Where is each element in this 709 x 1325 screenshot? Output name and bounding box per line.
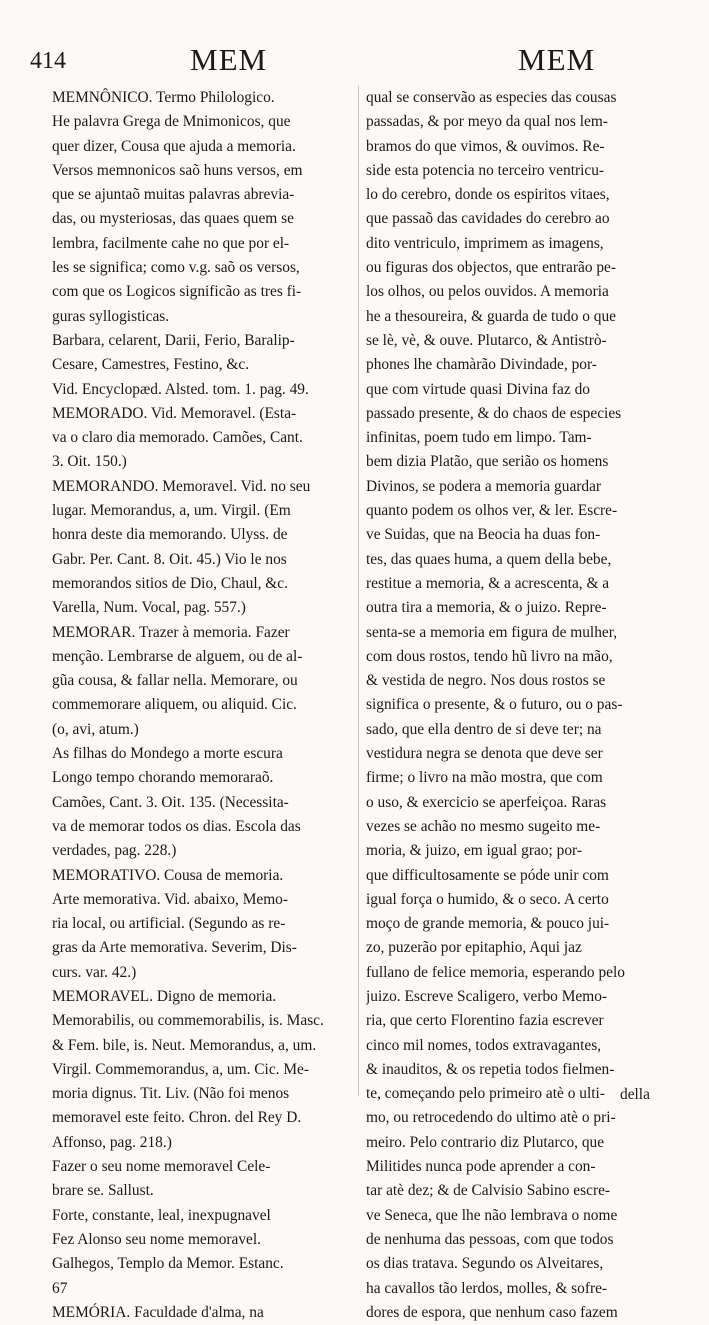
text-line: fullano de felice memoria, esperando pelo bbox=[366, 963, 625, 981]
text-line: He palavra Grega de Mnimonicos, que bbox=[52, 113, 291, 131]
text-line: Varella, Num. Vocal, pag. 557.) bbox=[52, 599, 246, 617]
text-line: verdades, pag. 228.) bbox=[52, 842, 177, 860]
text-line: bem dizia Platão, que serião os homens bbox=[366, 453, 609, 471]
text-line: os dias tratava. Segundo os Alveitares, bbox=[366, 1255, 604, 1273]
text-line: 67 bbox=[52, 1279, 68, 1297]
running-head-right: MEM bbox=[518, 42, 596, 77]
text-line: Militides nunca pode aprender a con- bbox=[366, 1158, 596, 1176]
text-line: moço de grande memoria, & pouco jui- bbox=[366, 915, 610, 933]
text-line: passadas, & por meyo da qual nos lem- bbox=[366, 113, 608, 131]
text-line: moria, & juizo, em igual grao; por- bbox=[366, 842, 582, 860]
text-line: 3. Oit. 150.) bbox=[52, 453, 127, 471]
text-line: Barbara, celarent, Darii, Ferio, Baralip- bbox=[52, 331, 295, 349]
text-line: MEMÓRIA. Faculdade d'alma, na bbox=[52, 1303, 264, 1321]
text-line: que passaõ das cavidades do cerebro ao bbox=[366, 210, 610, 228]
text-line: tar atè dez; & de Calvisio Sabino escre- bbox=[366, 1182, 611, 1200]
text-line: moria dignus. Tit. Liv. (Não foi menos bbox=[52, 1085, 290, 1103]
text-line: gũa cousa, & fallar nella. Memorare, ou bbox=[52, 672, 298, 690]
text-line: Affonso, pag. 218.) bbox=[52, 1133, 172, 1151]
text-line: te, começando pelo primeiro atè o ulti- bbox=[366, 1085, 605, 1103]
text-line: Fazer o seu nome memoravel Cele- bbox=[52, 1158, 271, 1176]
text-line: honra deste dia memorando. Ulyss. de bbox=[52, 526, 288, 544]
text-line: curs. var. 42.) bbox=[52, 963, 137, 981]
text-line: Memorabilis, ou commemorabilis, is. Masc. bbox=[52, 1012, 324, 1030]
text-line: zo, puzerão por epitaphio, Aqui jaz bbox=[366, 939, 582, 957]
text-line: vezes se achão no mesmo sugeito me- bbox=[366, 817, 601, 835]
text-line: MEMORATIVO. Cousa de memoria. bbox=[52, 866, 284, 884]
text-line: se lè, vè, & ouve. Plutarco, & Antistrò- bbox=[366, 331, 607, 349]
text-line: (o, avi, atum.) bbox=[52, 720, 139, 738]
text-line: va o claro dia memorado. Camões, Cant. bbox=[52, 429, 303, 447]
left-column bbox=[52, 86, 352, 1325]
text-line: guras syllogisticas. bbox=[52, 307, 170, 325]
text-line: MEMORADO. Vid. Memoravel. (Esta- bbox=[52, 404, 297, 422]
text-line: lo do cerebro, donde os espiritos vitaes, bbox=[366, 186, 610, 204]
catchword: della bbox=[620, 1086, 650, 1103]
text-line: ve Suidas, que na Beocia ha duas fon- bbox=[366, 526, 601, 544]
text-line: MEMNÔNICO. Termo Philologico. bbox=[52, 89, 275, 106]
text-line: commemorare aliquem, ou aliquid. Cic. bbox=[52, 696, 297, 714]
text-line: lembra, facilmente cahe no que por el- bbox=[52, 234, 290, 252]
text-line: que com virtude quasi Divina faz do bbox=[366, 380, 590, 398]
text-line: he a thesoureira, & guarda de tudo o que bbox=[366, 307, 617, 325]
text-line: Arte memorativa. Vid. abaixo, Memo- bbox=[52, 890, 288, 908]
text-line: passado presente, & do chaos de especies bbox=[366, 404, 622, 422]
text-line: va de memorar todos os dias. Escola das bbox=[52, 817, 301, 835]
text-line: quanto podem os olhos ver, & ler. Escre- bbox=[366, 502, 618, 520]
text-line: phones lhe chamàrão Divindade, por- bbox=[366, 356, 597, 374]
text-line: Camões, Cant. 3. Oit. 135. (Necessita- bbox=[52, 793, 289, 811]
text-line: igual força o humido, & o seco. A certo bbox=[366, 890, 609, 908]
text-line: senta-se a memoria em figura de mulher, bbox=[366, 623, 618, 641]
text-line: Forte, constante, leal, inexpugnavel bbox=[52, 1206, 271, 1224]
text-line: Cesare, Camestres, Festino, &c. bbox=[52, 356, 250, 374]
text-line: sado, que ella dentro de si deve ter; na bbox=[366, 720, 602, 738]
text-line: gras da Arte memorativa. Severim, Dis- bbox=[52, 939, 297, 957]
text-line: mo, ou retrocedendo do ultimo atè o pri- bbox=[366, 1109, 616, 1127]
text-line: outra tira a memoria, & o juizo. Repre- bbox=[366, 599, 607, 617]
text-line: ria, que certo Florentino fazia escrever bbox=[366, 1012, 604, 1030]
text-line: MEMORAVEL. Digno de memoria. bbox=[52, 987, 277, 1005]
text-line: Longo tempo chorando memoraraõ. bbox=[52, 769, 274, 787]
text-line: o uso, & exercicio se aperfeiçoa. Raras bbox=[366, 793, 607, 811]
text-line: ou figuras dos objectos, que entrarão pe- bbox=[366, 259, 617, 277]
text-line: memoravel este feito. Chron. del Rey D. bbox=[52, 1109, 302, 1127]
text-line: Fez Alonso seu nome memoravel. bbox=[52, 1230, 262, 1248]
text-line: bramos do que vimos, & ouvimos. Re- bbox=[366, 137, 605, 155]
text-line: dores de espora, que nenhum caso fazem bbox=[366, 1303, 618, 1321]
text-line: ve Seneca, que lhe não lembrava o nome bbox=[366, 1206, 618, 1224]
text-line: dito ventriculo, imprimem as imagens, bbox=[366, 234, 604, 252]
text-line: significa o presente, & o futuro, ou o pas- bbox=[366, 696, 623, 714]
text-line: & vestida de negro. Nos dous rostos se bbox=[366, 672, 606, 690]
text-line: ria local, ou artificial. (Segundo as re- bbox=[52, 915, 286, 933]
text-line: das, ou mysteriosas, das quaes quem se bbox=[52, 210, 294, 228]
text-line: tes, das quaes huma, a quem della bebe, bbox=[366, 550, 612, 568]
text-line: Divinos, se podera a memoria guardar bbox=[366, 477, 602, 495]
text-line: Vid. Encyclopæd. Alsted. tom. 1. pag. 49. bbox=[52, 380, 309, 398]
text-line: menção. Lembrarse de alguem, ou de al- bbox=[52, 647, 303, 665]
page-number: 414 bbox=[30, 48, 66, 74]
text-line: quer dizer, Cousa que ajuda a memoria. bbox=[52, 137, 296, 155]
text-line: Galhegos, Templo da Memor. Estanc. bbox=[52, 1255, 284, 1273]
text-line: que difficultosamente se póde unir com bbox=[366, 866, 609, 884]
text-line: qual se conservão as especies das cousas bbox=[366, 89, 617, 106]
text-line: lugar. Memorandus, a, um. Virgil. (Em bbox=[52, 502, 291, 520]
text-line: brare se. Sallust. bbox=[52, 1182, 154, 1200]
text-line: juizo. Escreve Scaligero, verbo Memo- bbox=[366, 987, 608, 1005]
text-line: MEMORAR. Trazer à memoria. Fazer bbox=[52, 623, 290, 641]
text-line: infinitas, poem tudo em limpo. Tam- bbox=[366, 429, 592, 447]
text-line: vestidura negra se denota que deve ser bbox=[366, 745, 603, 763]
text-line: que se ajuntaõ muitas palavras abrevia- bbox=[52, 186, 295, 204]
column-divider bbox=[358, 86, 359, 1096]
text-line: As filhas do Mondego a morte escura bbox=[52, 745, 283, 763]
text-line: los olhos, ou pelos ouvidos. A memoria bbox=[366, 283, 609, 301]
text-line: firme; o livro na mão mostra, que com bbox=[366, 769, 603, 787]
text-line: memorandos sitios de Dio, Chaul, &c. bbox=[52, 574, 288, 592]
text-line: Versos memnonicos saõ huns versos, em bbox=[52, 161, 303, 179]
text-line: cinco mil nomes, todos extravagantes, bbox=[366, 1036, 602, 1054]
text-line: meiro. Pelo contrario diz Plutarco, que bbox=[366, 1133, 605, 1151]
text-line: Virgil. Commemorandus, a, um. Cic. Me- bbox=[52, 1060, 309, 1078]
text-line: les se significa; como v.g. saõ os versos, bbox=[52, 259, 300, 277]
text-line: ha cavallos tão lerdos, molles, & sofre- bbox=[366, 1279, 608, 1297]
right-column bbox=[366, 86, 666, 1325]
text-line: MEMORANDO. Memoravel. Vid. no seu bbox=[52, 477, 311, 495]
text-line: com que os Logicos significão as tres fi- bbox=[52, 283, 302, 301]
text-line: & inauditos, & os repetia todos fielmen- bbox=[366, 1060, 615, 1078]
page-header bbox=[30, 40, 670, 84]
text-line: com dous rostos, tendo hũ livro na mão, bbox=[366, 647, 613, 665]
text-line: side esta potencia no terceiro ventricu- bbox=[366, 161, 605, 179]
text-line: Gabr. Per. Cant. 8. Oit. 45.) Vio le nos bbox=[52, 550, 287, 568]
text-line: de nenhuma das pessoas, com que todos bbox=[366, 1230, 614, 1248]
text-line: restitue a memoria, & a acrescenta, & a bbox=[366, 574, 610, 592]
text-line: & Fem. bile, is. Neut. Memorandus, a, um. bbox=[52, 1036, 317, 1054]
running-head-left: MEM bbox=[190, 42, 268, 77]
